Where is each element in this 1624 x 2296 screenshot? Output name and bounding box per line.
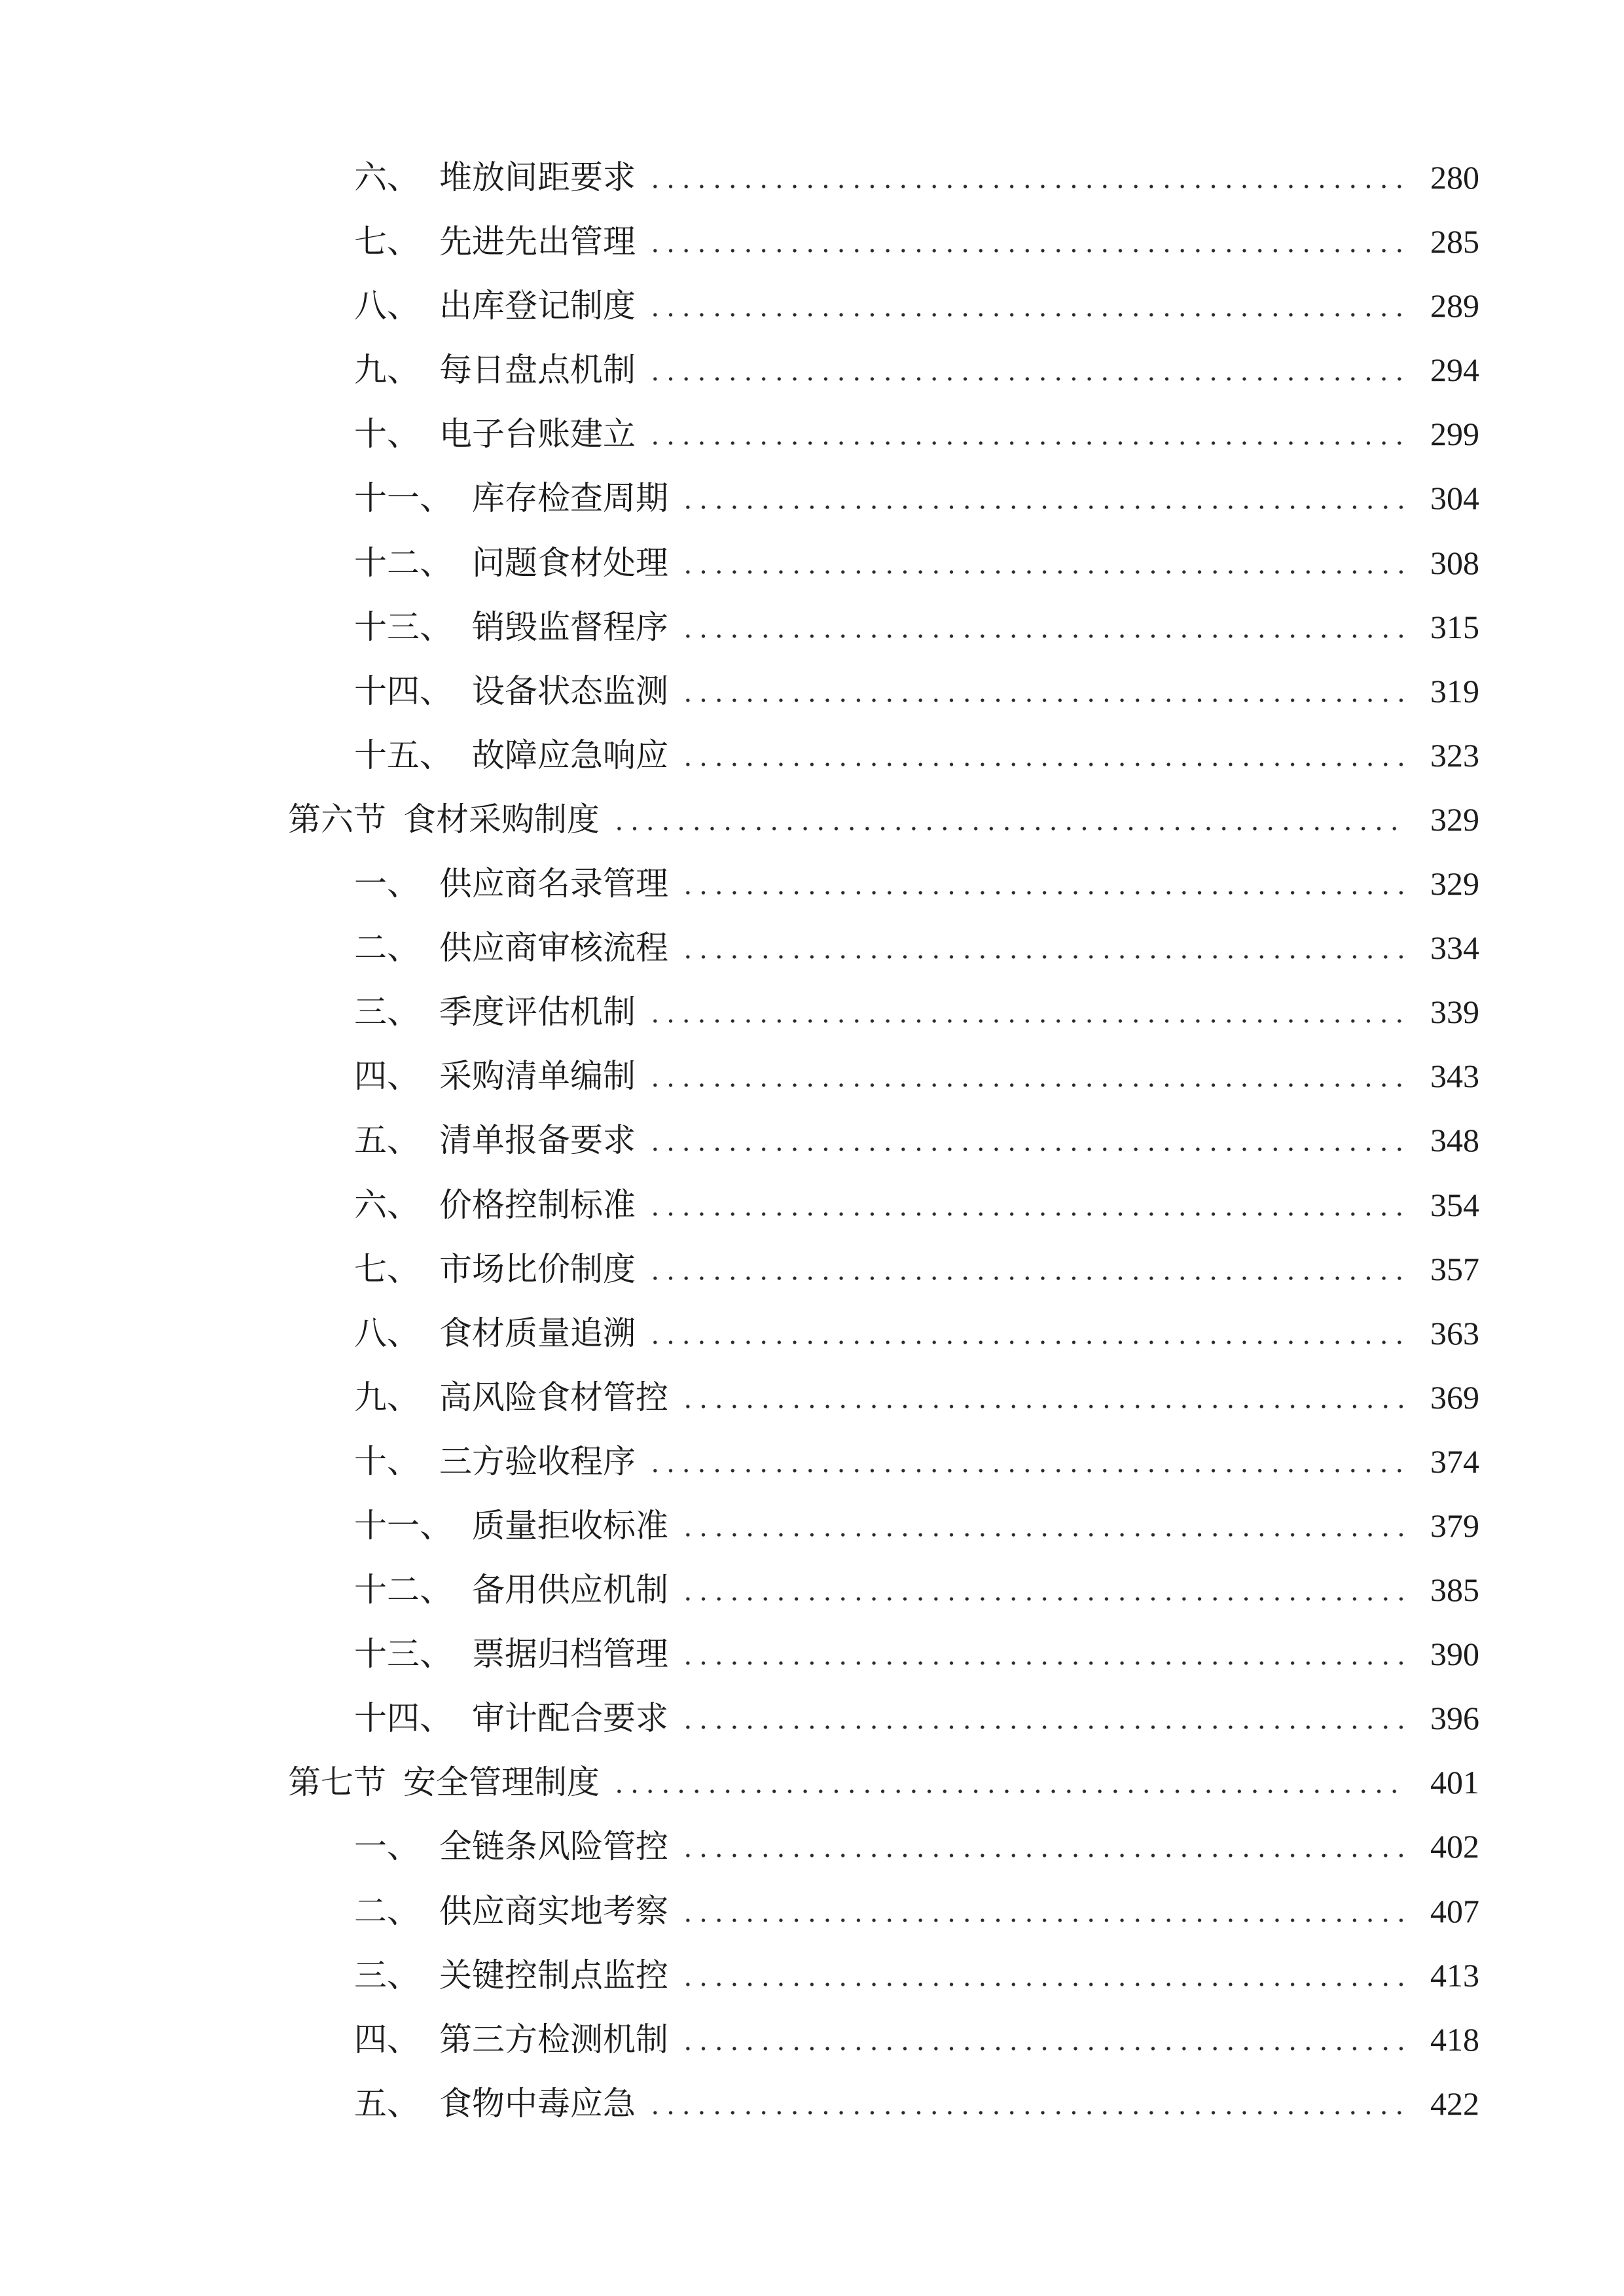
toc-entry-title: 食物中毒应急 <box>439 2084 636 2123</box>
toc-entry-number: 十、 <box>354 415 420 454</box>
toc-entry-page: 308 <box>1430 544 1479 581</box>
toc-entry[interactable] <box>0 1814 1479 1878</box>
dot-leader <box>647 1147 1405 1151</box>
toc-entry-page: 323 <box>1430 736 1479 774</box>
toc-entry-title: 设备状态监测 <box>472 672 668 710</box>
toc-entry-title: 季度评估机制 <box>439 993 636 1031</box>
dot-leader <box>680 570 1405 574</box>
toc-entry-number: 六、 <box>354 158 420 196</box>
dot-leader <box>647 441 1405 445</box>
toc-entry-number: 二、 <box>354 929 420 967</box>
toc-entry-number: 九、 <box>354 1378 420 1416</box>
toc-entry-number: 九、 <box>354 351 420 389</box>
toc-entry-page: 396 <box>1430 1700 1479 1737</box>
toc-entry-number: 七、 <box>354 223 420 261</box>
toc-entry-page: 285 <box>1430 223 1479 260</box>
dot-leader <box>680 1725 1405 1729</box>
toc-entry-number: 一、 <box>354 865 420 903</box>
toc-entry-number: 八、 <box>354 1314 420 1352</box>
toc-entry-number: 十二、 <box>354 543 452 582</box>
toc-entry-page: 329 <box>1430 800 1479 838</box>
toc-entry-title: 销毁监督程序 <box>472 607 668 646</box>
dot-leader <box>680 1405 1405 1408</box>
toc-entry[interactable] <box>0 402 1479 466</box>
toc-entry[interactable] <box>0 2007 1479 2072</box>
toc-entry-page: 363 <box>1430 1314 1479 1352</box>
toc-entry-title: 三方验收程序 <box>439 1442 636 1480</box>
toc-entry-title: 高风险食材管控 <box>439 1378 668 1416</box>
dot-leader <box>680 1982 1405 1986</box>
toc-entry[interactable] <box>0 466 1479 530</box>
toc-entry-page: 299 <box>1430 416 1479 453</box>
toc-section-heading[interactable] <box>0 787 1479 852</box>
toc-entry-number: 六、 <box>354 1185 420 1224</box>
toc-entry-page: 357 <box>1430 1250 1479 1287</box>
toc-entry[interactable] <box>0 1429 1479 1494</box>
toc-entry-title: 市场比价制度 <box>439 1249 636 1288</box>
toc-entry-title: 采购清单编制 <box>439 1057 636 1096</box>
dot-leader <box>680 1597 1405 1601</box>
toc-entry-title: 堆放间距要求 <box>439 158 636 196</box>
toc-entry-page: 280 <box>1430 159 1479 196</box>
toc-entry-title: 故障应急响应 <box>472 736 668 774</box>
dot-leader <box>680 1918 1405 1922</box>
toc-entry-number: 十、 <box>354 1442 420 1480</box>
toc-entry-number: 十二、 <box>354 1571 452 1609</box>
toc-entry-title: 库存检查周期 <box>472 479 668 518</box>
toc-entry-title: 供应商名录管理 <box>439 865 668 903</box>
toc-entry[interactable] <box>0 1622 1479 1686</box>
toc-entry-page: 385 <box>1430 1571 1479 1609</box>
toc-entry-page: 304 <box>1430 480 1479 517</box>
dot-leader <box>680 698 1405 702</box>
toc-entry[interactable] <box>0 209 1479 274</box>
toc-entry[interactable] <box>0 145 1479 209</box>
dot-leader <box>647 377 1405 381</box>
toc-entry-page: 422 <box>1430 2085 1479 2122</box>
toc-entry[interactable] <box>0 1237 1479 1301</box>
toc-entry-number: 十一、 <box>354 1506 452 1545</box>
dot-leader <box>647 1212 1405 1216</box>
toc-entry-number: 十三、 <box>354 607 452 646</box>
dot-leader <box>647 1276 1405 1280</box>
toc-entry-title: 全链条风险管控 <box>439 1827 668 1866</box>
dot-leader <box>647 2111 1405 2115</box>
toc-entry-page: 374 <box>1430 1443 1479 1480</box>
toc-entry-title: 每日盘点机制 <box>439 351 636 389</box>
dot-leader <box>611 1789 1405 1793</box>
toc-entry-number: 十三、 <box>354 1635 452 1674</box>
toc-entry[interactable] <box>0 531 1479 595</box>
toc-entry-title: 供应商审核流程 <box>439 929 668 967</box>
toc-entry-title: 质量拒收标准 <box>472 1506 668 1545</box>
toc-entry-page: 407 <box>1430 1892 1479 1929</box>
dot-leader <box>647 1083 1405 1087</box>
toc-entry-page: 343 <box>1430 1058 1479 1095</box>
toc-entry-number: 十五、 <box>354 736 452 774</box>
toc-entry-number: 第七节 <box>288 1763 386 1802</box>
toc-entry[interactable] <box>0 1494 1479 1558</box>
table-of-contents <box>0 145 1479 2136</box>
toc-entry[interactable] <box>0 1879 1479 1943</box>
dot-leader <box>680 762 1405 766</box>
dot-leader <box>680 955 1405 959</box>
toc-entry-number: 五、 <box>354 2084 420 2123</box>
toc-entry-page: 348 <box>1430 1122 1479 1159</box>
dot-leader <box>647 185 1405 188</box>
toc-entry[interactable] <box>0 852 1479 916</box>
toc-entry-number: 一、 <box>354 1827 420 1866</box>
toc-entry-page: 329 <box>1430 865 1479 903</box>
dot-leader <box>680 1661 1405 1665</box>
toc-entry-number: 七、 <box>354 1249 420 1288</box>
toc-section-heading[interactable] <box>0 1750 1479 1814</box>
toc-entry[interactable] <box>0 723 1479 787</box>
toc-entry[interactable] <box>0 1943 1479 2007</box>
toc-entry-page: 369 <box>1430 1378 1479 1416</box>
dot-leader <box>680 634 1405 638</box>
toc-entry-number: 十一、 <box>354 479 452 518</box>
toc-entry[interactable] <box>0 980 1479 1044</box>
toc-entry-title: 价格控制标准 <box>439 1185 636 1224</box>
toc-entry[interactable] <box>0 659 1479 723</box>
toc-entry[interactable] <box>0 1365 1479 1429</box>
toc-entry-title: 供应商实地考察 <box>439 1892 668 1930</box>
toc-entry-page: 354 <box>1430 1186 1479 1223</box>
toc-entry-page: 413 <box>1430 1956 1479 1994</box>
toc-entry-title: 第三方检测机制 <box>439 2020 668 2058</box>
toc-entry-title: 票据归档管理 <box>472 1635 668 1674</box>
toc-entry-page: 379 <box>1430 1507 1479 1544</box>
toc-entry-title: 食材质量追溯 <box>439 1314 636 1352</box>
toc-entry-page: 402 <box>1430 1828 1479 1865</box>
toc-entry-page: 390 <box>1430 1636 1479 1673</box>
toc-entry[interactable] <box>0 1686 1479 1750</box>
toc-entry-page: 339 <box>1430 994 1479 1031</box>
toc-entry-title: 食材采购制度 <box>403 800 600 838</box>
toc-entry-title: 关键控制点监控 <box>439 1956 668 1994</box>
toc-entry-page: 334 <box>1430 929 1479 967</box>
toc-entry-title: 安全管理制度 <box>403 1763 600 1802</box>
toc-entry[interactable] <box>0 1044 1479 1108</box>
toc-entry-number: 五、 <box>354 1121 420 1160</box>
dot-leader <box>680 1854 1405 1857</box>
toc-entry-number: 四、 <box>354 2020 420 2058</box>
dot-leader <box>680 891 1405 895</box>
toc-entry[interactable] <box>0 1108 1479 1172</box>
toc-entry-number: 二、 <box>354 1892 420 1930</box>
toc-entry[interactable] <box>0 274 1479 338</box>
toc-entry[interactable] <box>0 916 1479 980</box>
dot-leader <box>680 505 1405 509</box>
dot-leader <box>680 2047 1405 2051</box>
toc-entry-number: 第六节 <box>288 800 386 838</box>
toc-entry[interactable] <box>0 338 1479 402</box>
toc-entry[interactable] <box>0 1173 1479 1237</box>
dot-leader <box>647 1340 1405 1344</box>
dot-leader <box>647 249 1405 253</box>
toc-entry-page: 289 <box>1430 287 1479 325</box>
toc-entry-number: 八、 <box>354 287 420 325</box>
toc-entry-title: 问题食材处理 <box>472 543 668 582</box>
dot-leader <box>647 1019 1405 1023</box>
toc-entry-title: 清单报备要求 <box>439 1121 636 1160</box>
toc-entry-number: 十四、 <box>354 1699 452 1738</box>
dot-leader <box>680 1533 1405 1537</box>
dot-leader <box>647 1469 1405 1473</box>
toc-entry-title: 备用供应机制 <box>472 1571 668 1609</box>
toc-entry-number: 三、 <box>354 993 420 1031</box>
dot-leader <box>611 827 1405 831</box>
toc-entry-title: 出库登记制度 <box>439 287 636 325</box>
toc-entry-page: 319 <box>1430 672 1479 709</box>
toc-entry-number: 四、 <box>354 1057 420 1096</box>
toc-entry-page: 315 <box>1430 608 1479 645</box>
toc-entry-title: 先进先出管理 <box>439 223 636 261</box>
toc-entry-page: 294 <box>1430 351 1479 389</box>
toc-entry[interactable] <box>0 1558 1479 1622</box>
toc-entry-number: 十四、 <box>354 672 452 710</box>
toc-entry-page: 418 <box>1430 2020 1479 2058</box>
toc-entry[interactable] <box>0 2072 1479 2136</box>
toc-entry-number: 三、 <box>354 1956 420 1994</box>
toc-entry-title: 审计配合要求 <box>472 1699 668 1738</box>
toc-entry[interactable] <box>0 595 1479 659</box>
toc-entry[interactable] <box>0 1301 1479 1365</box>
toc-entry-page: 401 <box>1430 1764 1479 1801</box>
toc-entry-title: 电子台账建立 <box>439 415 636 454</box>
dot-leader <box>647 313 1405 317</box>
